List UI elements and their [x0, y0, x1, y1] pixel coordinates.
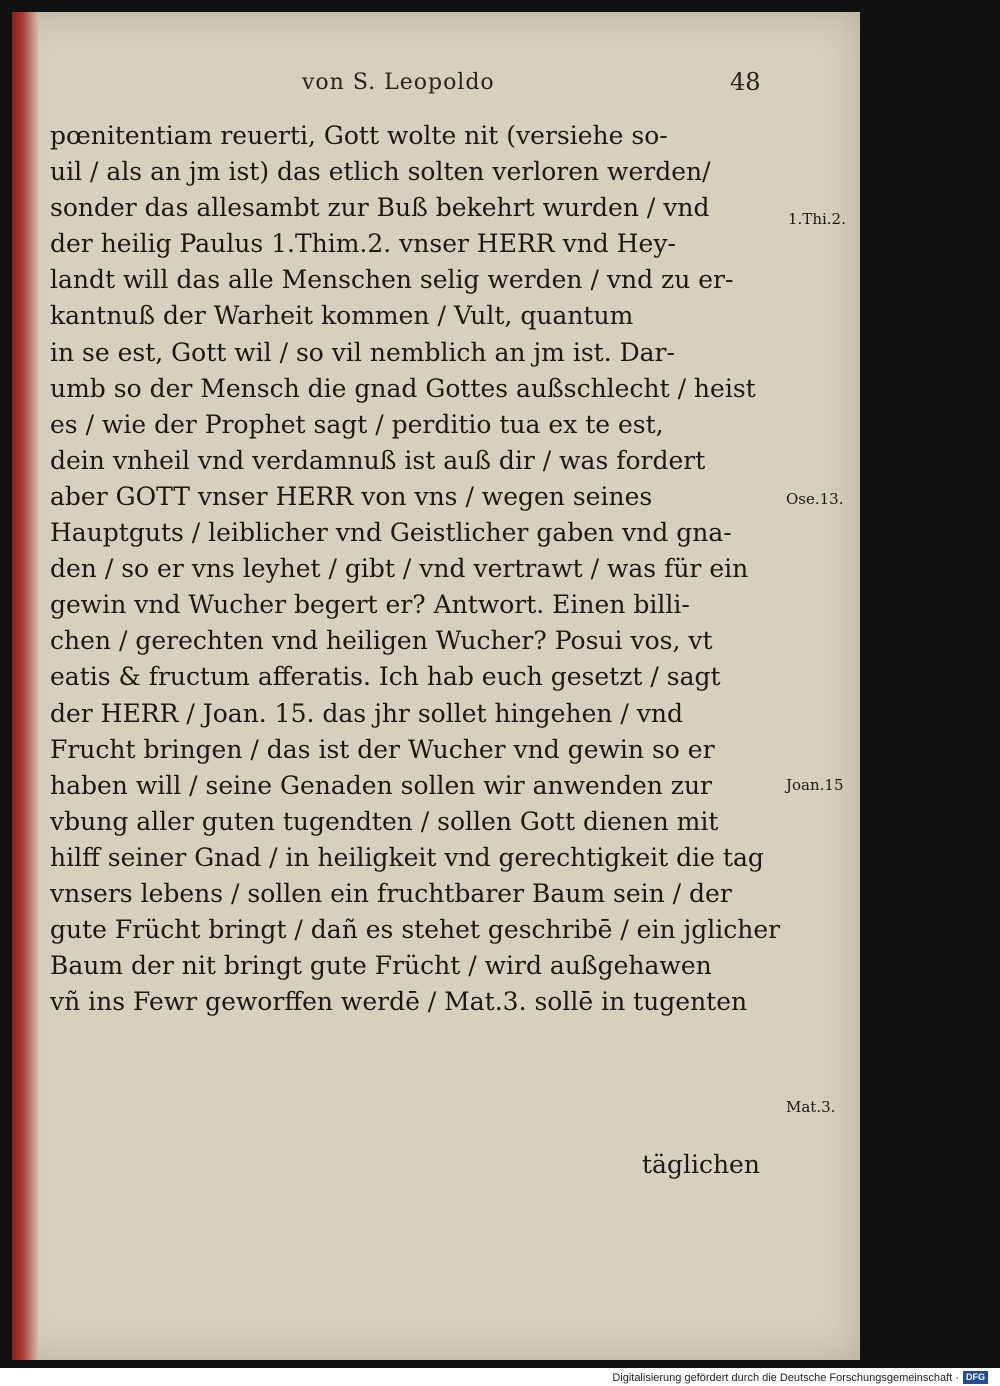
text-line: in se est, Gott wil / so vil nemblich an jm ist. Dar- [50, 337, 675, 367]
margin-note: Mat.3. [786, 1098, 836, 1116]
body-text [50, 118, 790, 1020]
running-head: von S. Leopoldo [302, 70, 495, 95]
margin-note: Joan.15 [786, 776, 844, 794]
dfg-logo: DFG [963, 1371, 988, 1384]
text-line: hilff seiner Gnad / in heiligkeit vnd gerechtigkeit die tag [50, 842, 764, 872]
text-line: vbung aller guten tugendten / sollen Gott dienen mit [50, 806, 719, 836]
text-line: vnsers lebens / sollen ein fruchtbarer Baum sein / der [50, 878, 732, 908]
text-line: dein vnheil vnd verdamnuß ist auß dir / was fordert [50, 445, 706, 475]
margin-note: Ose.13. [786, 490, 844, 508]
book-page [12, 12, 860, 1360]
footer [612, 1371, 988, 1384]
catchword: täglichen [642, 1150, 760, 1179]
text-line: umb so der Mensch die gnad Gottes außschlecht / heist [50, 373, 756, 403]
text-line: es / wie der Prophet sagt / perditio tua ex te est, [50, 409, 664, 439]
text-line: den / so er vns leyhet / gibt / vnd vertrawt / was für ein [50, 554, 749, 584]
text-line: sonder das allesambt zur Buß bekehrt wurden / vnd [50, 193, 710, 223]
text-line: vñ ins Fewr geworffen werdē / Mat.3. sollē in tugenten [50, 987, 748, 1017]
text-line: der heilig Paulus 1.Thim.2. vnser HERR vnd Hey- [50, 229, 676, 259]
footer-text: Digitalisierung gefördert durch die Deutsche Forschungsgemeinschaft · [612, 1371, 959, 1384]
text-line: der HERR / Joan. 15. das jhr sollet hingehen / vnd [50, 698, 684, 728]
text-line: eatis & fructum afferatis. Ich hab euch gesetzt / sagt [50, 662, 721, 692]
margin-note: 1.Thi.2. [788, 210, 846, 228]
page-binding-edge [12, 12, 38, 1360]
page-number: 48 [730, 68, 761, 96]
text-line: Frucht bringen / das ist der Wucher vnd gewin so er [50, 734, 715, 764]
text-line: kantnuß der Warheit kommen / Vult, quantum [50, 301, 634, 331]
text-line: landt will das alle Menschen selig werden / vnd zu er- [50, 265, 734, 295]
text-line: aber GOTT vnser HERR von vns / wegen seines [50, 481, 653, 511]
text-line: uil / als an jm ist) das etlich solten verloren werden/ [50, 157, 711, 187]
text-line: Hauptguts / leiblicher vnd Geistlicher gaben vnd gna- [50, 518, 732, 548]
text-line: Baum der nit bringt gute Frücht / wird außgehawen [50, 951, 712, 981]
text-line: haben will / seine Genaden sollen wir anwenden zur [50, 770, 713, 800]
text-line: pœnitentiam reuerti, Gott wolte nit (versiehe so- [50, 121, 668, 150]
text-line: chen / gerechten vnd heiligen Wucher? Posui vos, vt [50, 626, 713, 656]
text-line: gewin vnd Wucher begert er? Antwort. Einen billi- [50, 590, 690, 620]
text-line: gute Frücht bringt / dañ es stehet geschribē / ein jglicher [50, 915, 781, 945]
